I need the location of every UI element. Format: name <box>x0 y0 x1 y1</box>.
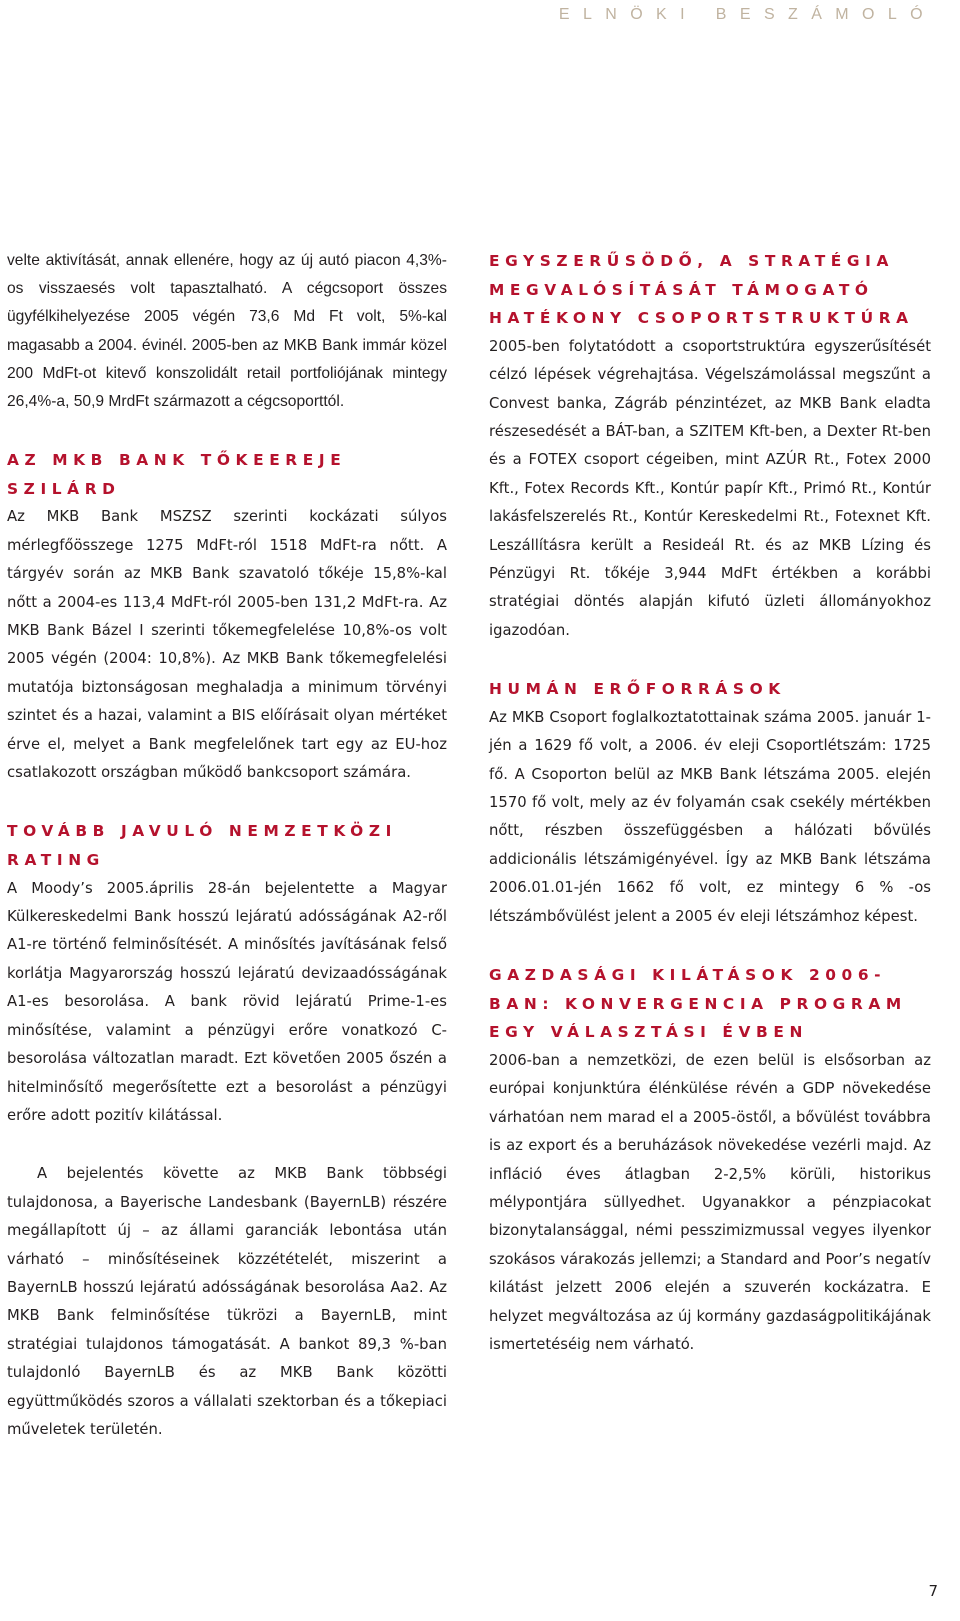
structure-section-heading: EGYSZERŰSÖDŐ, A STRATÉGIA MEGVALÓSÍTÁSÁT TÁMOGATÓ HATÉKONY CSOPORTSTRUKTÚRA <box>489 252 914 328</box>
running-header-title: ELNÖKI BESZÁMOLÓ <box>558 6 936 23</box>
intro-paragraph: velte aktivítását, annak ellenére, hogy az új autó piacon 4,3%-os visszaesés volt tapasztalható. A cégcsoport összes ügyfélkihelyezése 2005 végén 73,6 Md Ft volt, 5%-kal magasabb a 2004. évinél. 2005-ben az MKB Bank immár közel 200 MdFt-ot kitevő konszolidált retail portfoliójának mintegy 26,4%-a, 50,9 MrdFt származott a cégcsoporttól. <box>7 252 447 411</box>
right-column <box>489 247 931 1359</box>
capital-section-heading: AZ MKB BANK TŐKEEREJE SZILÁRD <box>7 451 347 498</box>
structure-section-paragraph: 2005-ben folytatódott a csoportstruktúra egyszerűsítését célzó lépések végrehajtása. Végelszámolással megszűnt a Convest banka, Zágráb pénzintézet, az MKB Bank eladta részesedését a BÁT-ban, a SZITEM Kft-ben, a Dexter Rt-ben és a FOTEX csoport cégeiben, mint AZÚR Rt., Fotex 2000 Kft., Fotex Records Kft., Kontúr papír Kft., Primó Rt., Kontúr lakásfelszerelés Rt., Kontúr Kereskedelmi Rt., Fotexnet Kft. Leszállításra került a Resideál Rt. és az MKB Lízing és Pénzügyi Rt. tőkéje 3,944 MdFt értékben a korábbi stratégiai döntés alapján kifutó üzleti állományokhoz igazodóan. <box>489 337 931 639</box>
hr-section-heading: HUMÁN ERŐFORRÁSOK <box>489 680 786 699</box>
left-column <box>7 247 447 1444</box>
rating-section-paragraph: A Moody’s 2005.április 28-án bejelentette a Magyar Külkereskedelmi Bank hosszú lejáratú adósságának A2-ről A1-re történő felminősítését. A minősítés javításának felső korlátja Magyarország hosszú lejáratú devizaadósságának A1-es besorolása. A bank rövid lejáratú Prime-1-es minősítése, valamint a pénzügyi erőre vonatkozó C- besorolása változatlan maradt. Ezt követően 2005 őszén a hitelminősítő megerősítette ezt a besorolást a pénzügyi erőre adott pozitív kilátással. <box>7 879 447 1124</box>
capital-section-paragraph: Az MKB Bank MSZSZ szerinti kockázati súlyos mérlegfőösszege 1275 MdFt-ról 1518 MdFt-ra nőtt. A tárgyév során az MKB Bank szavatoló tőkéje 15,8%-kal nőtt a 2004-es 113,4 MdFt-ról 2005-ben 131,2 MdFt-ra. Az MKB Bank Bázel I szerinti tőkemegfelelése 10,8%-os volt 2005 végén (2004: 10,8%). Az MKB Bank tőkemegfelelési mutatója biztonságosan meghaladja a minimum törvényi szintet és a hazai, valamint a BIS előírásait olyan mértéket érve el, melyet a Bank megfelelőnek tart egy az EU-hoz csatlakozott országban működő bankcsoport számára. <box>7 508 447 782</box>
outlook-section-paragraph: 2006-ban a nemzetközi, de ezen belül is elsősorban az európai konjunktúra élénkülése révén a GDP növekedése várhatóan nem marad el a 2005-östől, a bővülést továbbra is az export és a beruházások növekedése vezérli majd. Az infláció éves átlagban 2-2,5% körüli, historikus mélypontjára süllyedhet. Ugyanakkor a pénzpiacokat bizonytalansággal, némi pesszimizmussal vegyes ilyenkor szokásos várakozás jellemzi; a Standard and Poor’s negatív kilátást jelzett 2006 elején a szuverén kockázatra. E helyzet megváltozása az új kormány gazdaságpolitikájának ismertetéséig nem várható. <box>489 1051 931 1353</box>
page-number: 7 <box>928 1582 938 1600</box>
rating-section-heading: TOVÁBB JAVULÓ NEMZETKÖZI RATING <box>7 822 397 870</box>
hr-section-paragraph: Az MKB Csoport foglalkoztatottainak száma 2005. január 1-jén a 1629 fő volt, a 2006. év eleji Csoportlétszám: 1725 fő. A Csoporton belül az MKB Bank létszáma 2005. elején 1570 fő volt, mely az év folyamán csak csekély mértékben nőtt, részben összefüggésben a hálózati bővülés addicionális létszámigényével. Így az MKB Bank létszáma 2006.01.01-jén 1662 fő volt, ez mintegy 6 % -os létszámbővülést jelent a 2005 év eleji létszámhoz képest. <box>489 708 931 925</box>
rating-section-paragraph-2: A bejelentés követte az MKB Bank többségi tulajdonosa, a Bayerische Landesbank (BayernLB) részére megállapított új – az állami garanciák lebontása után várható – minősítéseinek közzétételét, miszerint a BayernLB hosszú lejáratú adósságának besorolása Aa2. Az MKB Bank felminősítése tükrözi a BayernLB, mint stratégiai tulajdonos támogatását. A bankot 89,3 %-ban tulajdonló BayernLB és az MKB Bank közötti együttműködés szoros a vállalati szektorban és a tőkepiaci műveletek területén. <box>7 1165 447 1438</box>
outlook-section-heading: GAZDASÁGI KILÁTÁSOK 2006-BAN: KONVERGENCIA PROGRAM EGY VÁLASZTÁSI ÉVBEN <box>489 966 907 1042</box>
